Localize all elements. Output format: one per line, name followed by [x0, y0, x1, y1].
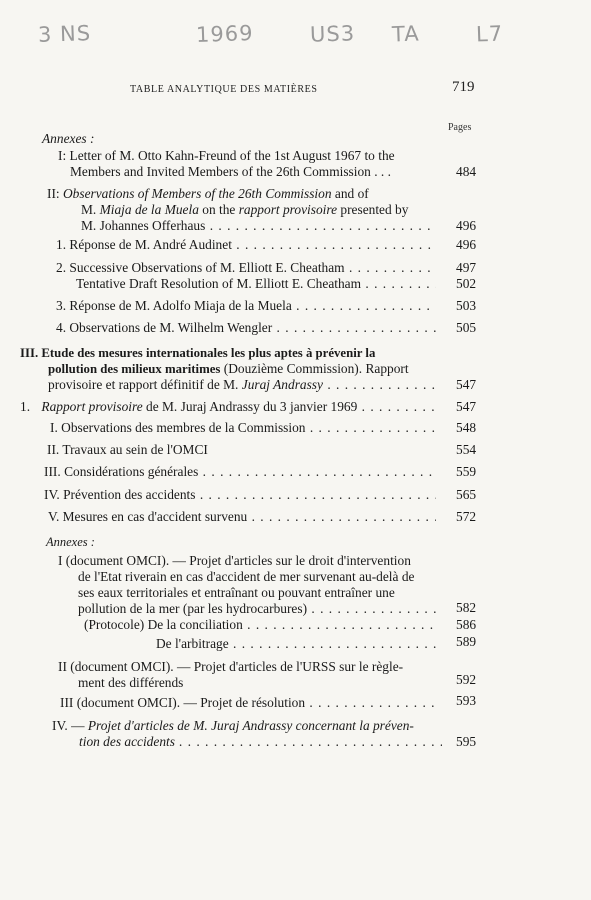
toc-page-number: 595 [456, 734, 477, 749]
toc-page-number: 502 [456, 276, 477, 291]
toc-entry-text: Rapport provisoire [41, 399, 143, 414]
toc-entry-text: II: [47, 186, 63, 201]
toc-entry [47, 442, 436, 458]
toc-entry [156, 636, 438, 652]
toc-entry-text: II. Travaux au sein de l'OMCI [47, 442, 208, 457]
toc-entry-text: Projet d'articles de M. Juraj Andrassy concernant la préven- [87, 718, 414, 733]
toc-page-number: 572 [456, 509, 477, 524]
toc-page-number: 547 [456, 399, 477, 414]
toc-entry-line: ses eaux territoriales et entraînant ou pouvant entraîner une [78, 585, 395, 600]
toc-entry [58, 659, 440, 691]
toc-entry-line: Members and Invited Members of the 26th Commission . . . [70, 164, 391, 179]
toc-entry-text: (Protocole) De la conciliation [84, 617, 243, 632]
toc-entry-text: M. Johannes Offerhaus [81, 218, 206, 233]
toc-page-number: 592 [456, 672, 477, 687]
toc-entry-line: I: Letter of M. Otto Kahn-Freund of the 1st August 1967 to the [58, 148, 395, 163]
toc-entry [56, 320, 436, 336]
page-number: 719 [452, 79, 475, 95]
toc-entry-text: pollution des milieux maritimes [48, 362, 221, 376]
toc-entry [52, 718, 442, 750]
toc-page-number: 548 [456, 420, 477, 435]
toc-entry-text: provisoire et rapport définitif de M. [48, 377, 242, 392]
toc-entry-text: presented by [337, 202, 409, 217]
handwritten-note-2: 1969 [195, 21, 254, 47]
annexes-heading: Annexes : [46, 535, 95, 549]
toc-page-number: 496 [456, 218, 477, 233]
toc-entry [48, 509, 436, 525]
toc-entry [44, 464, 436, 480]
toc-entry-text: Tentative Draft Resolution of M. Elliott E. Cheatham [76, 276, 362, 291]
toc-entry-text: 3. Réponse de M. Adolfo Miaja de la Muela [56, 298, 292, 313]
toc-entry-line: II (document OMCI). — Projet d'articles de l'URSS sur le règle- [58, 659, 404, 674]
toc-entry [56, 260, 436, 276]
toc-entry [47, 186, 435, 234]
toc-entry-text: De l'arbitrage [156, 636, 229, 651]
toc-entry-text: 1. [20, 399, 34, 414]
toc-entry-line: ment des différends [78, 675, 184, 690]
toc-entry-line: de l'Etat riverain en cas d'accident de mer survenant au-delà de [78, 569, 415, 584]
toc-entry [58, 553, 440, 617]
toc-page-number: 496 [456, 237, 477, 252]
pages-column-label: Pages [448, 122, 472, 133]
toc-entry-line: I (document OMCI). — Projet d'articles sur le droit d'intervention [58, 553, 411, 568]
toc-entry [56, 298, 436, 314]
toc-entry-text: pollution de la mer (par les hydrocarbures) [78, 601, 308, 616]
toc-entry-text: 2. Successive Observations of M. Elliott E. Cheatham [56, 260, 345, 275]
toc-entry-text: Observations of Members of the 26th Commission [63, 186, 332, 201]
toc-entry-text: IV. Prévention des accidents [44, 487, 196, 502]
toc-page-number: 484 [456, 164, 477, 179]
toc-entry [76, 276, 436, 292]
handwritten-note-4: TA [391, 21, 420, 47]
toc-entry-text: IV. — [52, 718, 88, 733]
toc-page-number: 565 [456, 487, 477, 502]
toc-entry-text: de M. Juraj Andrassy du 3 janvier 1969 [142, 399, 358, 414]
toc-page-number: 503 [456, 298, 477, 313]
toc-entry-text: III. Considérations générales [44, 464, 199, 479]
toc-entry-text: Miaja de la Muela [99, 202, 199, 217]
toc-entry [56, 237, 436, 253]
toc-page-number: 586 [456, 617, 477, 632]
toc-entry-text: M. [81, 202, 100, 217]
toc-page-number: 593 [456, 693, 477, 708]
toc-entry-text: rapport provisoire [238, 202, 338, 217]
annexes-heading: Annexes : [42, 131, 95, 146]
handwritten-note-1: 3 NS [37, 21, 92, 47]
toc-page-number: 505 [456, 320, 477, 335]
toc-page-number: 547 [456, 377, 477, 392]
toc-entry-text: Juraj Andrassy [241, 377, 323, 392]
toc-entry-text: 1. Réponse de M. André Audinet [56, 237, 232, 252]
toc-page-number: 582 [456, 600, 477, 615]
toc-entry-text: V. Mesures en cas d'accident survenu [48, 509, 248, 524]
toc-page-number: 497 [456, 260, 477, 275]
toc-page-number: 559 [456, 464, 477, 479]
toc-page-number: 589 [456, 634, 477, 649]
toc-entry-line: III. Etude des mesures internationales les plus aptes à prévenir la [20, 346, 376, 360]
toc-entry [50, 420, 436, 436]
toc-page-number: 554 [456, 442, 477, 457]
toc-entry-text: and of [331, 186, 369, 201]
toc-entry [58, 148, 436, 180]
toc-entry [44, 487, 436, 503]
toc-section-entry [20, 345, 438, 393]
handwritten-note-5: L7 [475, 21, 504, 47]
toc-entry [60, 695, 438, 711]
toc-entry-text: (Douzième Commission). Rapport [220, 361, 409, 376]
toc-entry [84, 617, 438, 633]
handwritten-note-3: US3 [309, 21, 356, 47]
toc-entry-text: on the [198, 202, 239, 217]
running-header-title: TABLE ANALYTIQUE DES MATIÈRES [130, 84, 318, 95]
toc-entry-text: III (document OMCI). — Projet de résolution [60, 695, 306, 710]
toc-entry-text: 4. Observations de M. Wilhelm Wengler [56, 320, 273, 335]
toc-entry [20, 399, 436, 415]
toc-entry-text: I. Observations des membres de la Commission [50, 420, 306, 435]
toc-entry-text: tion des accidents [79, 734, 175, 749]
